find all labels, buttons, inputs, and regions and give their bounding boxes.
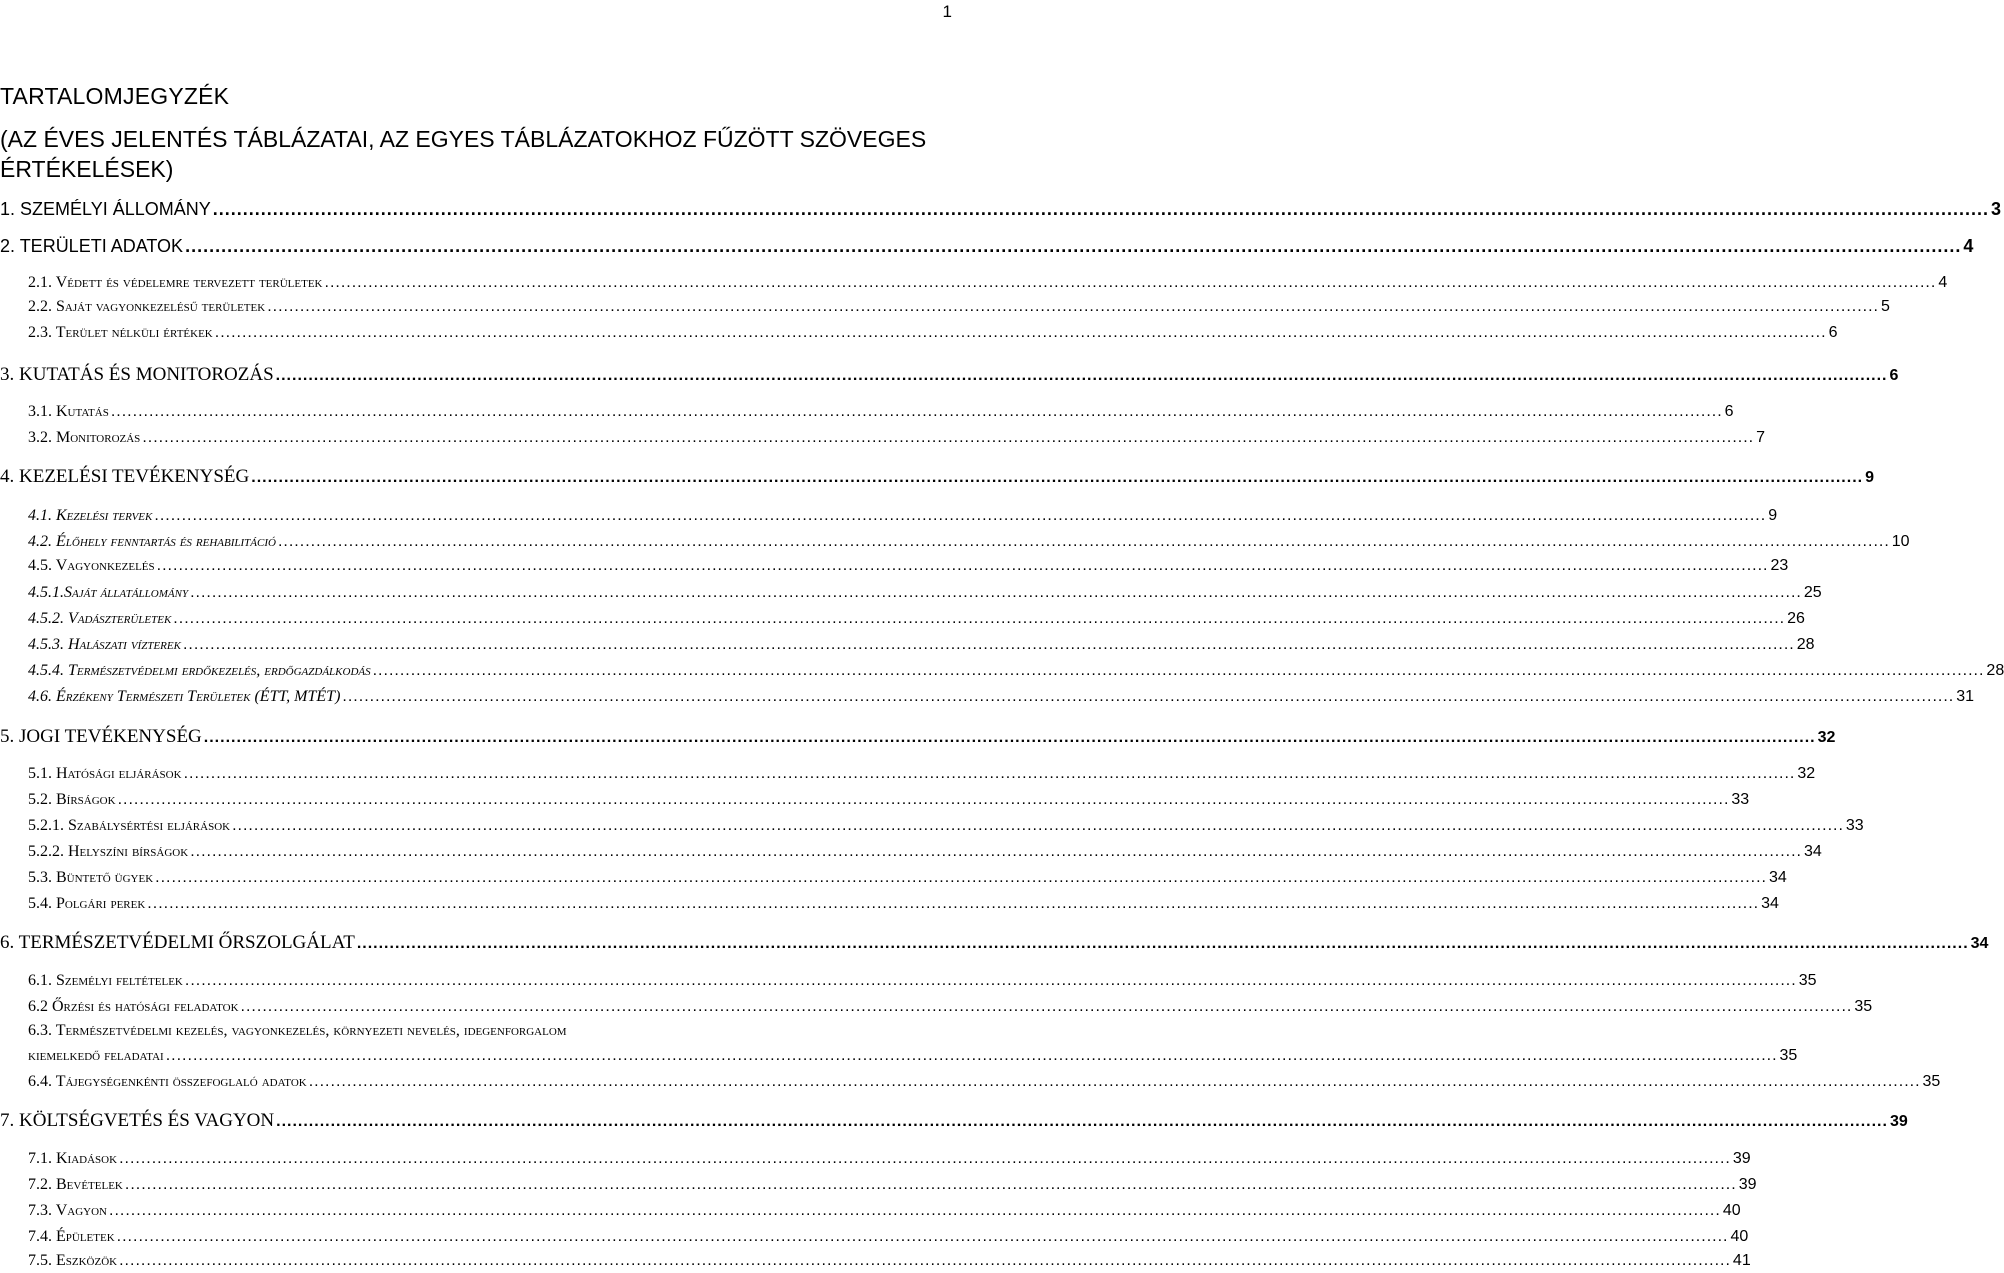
toc-entry-3-1[interactable]: [28, 403, 1734, 421]
toc-page: 35: [1854, 998, 1873, 1015]
toc-page: 34: [1761, 895, 1779, 912]
toc-entry-4-6[interactable]: [28, 688, 1975, 706]
toc-page: 9: [1768, 507, 1778, 524]
toc-label: 3. KUTATÁS ÉS MONITOROZÁS: [0, 364, 274, 385]
toc-label: 5.2.2. Helyszíni bírságok: [28, 843, 189, 860]
toc-page: 32: [1797, 765, 1816, 782]
toc-label: 7.3. Vagyon: [28, 1202, 107, 1219]
toc-entry-4-5-4[interactable]: [28, 662, 2004, 680]
toc-entry-6-2[interactable]: [28, 998, 1873, 1016]
toc-entry-4-5[interactable]: [28, 557, 1789, 575]
toc-label: 6. TERMÉSZETVÉDELMI ŐRSZOLGÁLAT: [0, 932, 355, 953]
toc-entry-4-5-1[interactable]: [28, 584, 1822, 602]
toc-page: 31: [1956, 688, 1975, 705]
toc-label: 2. TERÜLETI ADATOK: [0, 236, 184, 256]
toc-page: 26: [1787, 610, 1805, 627]
toc-entry-5-2[interactable]: [28, 791, 1750, 809]
page-title: TARTALOMJEGYZÉK: [0, 83, 230, 109]
toc-label: 7.1. Kiadások: [28, 1150, 118, 1167]
toc-label: 1. SZEMÉLYI ÁLLOMÁNY: [0, 199, 211, 219]
toc-entry-3[interactable]: [0, 364, 1899, 386]
toc-entry-5-3[interactable]: [28, 869, 1787, 887]
toc-entry-6-3-line1[interactable]: 6.3. Természetvédelmi kezelés, vagyonkezelés, környezeti nevelés, idegenforgalom: [28, 1022, 567, 1039]
toc-label: 2.1. Védett és védelemre tervezett területek: [28, 274, 323, 291]
toc-page: 33: [1731, 791, 1750, 808]
toc-page: 40: [1730, 1228, 1749, 1245]
toc-page: 3: [1991, 199, 2002, 219]
toc-label: 2.2. Saját vagyonkezelésű területek: [28, 298, 266, 315]
toc-entry-6-1[interactable]: [28, 972, 1817, 990]
toc-entry-2-3[interactable]: [28, 324, 1838, 342]
toc-label: 7.2. Bevételek: [28, 1176, 123, 1193]
toc-label: 6.4. Tájegységenkénti összefoglaló adatok: [28, 1073, 307, 1090]
toc-label: 5.1. Hatósági eljárások: [28, 765, 182, 782]
toc-label: 4.1. Kezelési tervek: [28, 507, 153, 524]
toc-label: kiemelkedő feladatai: [28, 1047, 164, 1064]
toc-page: 32: [1817, 729, 1836, 746]
toc-label: 5. JOGI TEVÉKENYSÉG: [0, 726, 202, 747]
toc-page: 35: [1779, 1047, 1798, 1064]
toc-page: 39: [1738, 1176, 1757, 1193]
toc-page: 9: [1865, 469, 1874, 486]
toc-page: 25: [1803, 584, 1822, 601]
toc-label: 7.4. Épületek: [28, 1228, 115, 1245]
toc-page: 6: [1724, 403, 1734, 420]
toc-entry-7-4[interactable]: [28, 1228, 1749, 1246]
toc-label: 4.5.3. Halászati vízterek: [28, 636, 181, 653]
toc-page: 35: [1798, 972, 1817, 989]
toc-page: 6: [1828, 324, 1838, 341]
toc-page: 41: [1732, 1252, 1751, 1269]
toc-label: 5.4. Polgári perek: [28, 895, 146, 912]
toc-page: 5: [1881, 298, 1890, 315]
toc-page: 35: [1922, 1073, 1941, 1090]
toc-page: 34: [1804, 843, 1822, 860]
toc-entry-1[interactable]: [0, 199, 2002, 220]
toc-page: 23: [1770, 557, 1789, 574]
toc-page: 6: [1889, 367, 1899, 384]
toc-entry-2-2[interactable]: [28, 298, 1890, 316]
toc-label: 6.1. Személyi feltételek: [28, 972, 183, 989]
toc-label: 4. KEZELÉSI TEVÉKENYSÉG: [0, 466, 250, 487]
toc-entry-4-5-2[interactable]: [28, 610, 1805, 628]
toc-label: 4.5.4. Természetvédelmi erdőkezelés, erdőgazdálkodás: [28, 662, 371, 679]
toc-entry-2-1[interactable]: [28, 274, 1948, 292]
toc-entry-7-2[interactable]: [28, 1176, 1757, 1194]
toc-label: 2.3. Terület nélküli értékek: [28, 324, 213, 341]
toc-page: 39: [1732, 1150, 1751, 1167]
toc-label: 4.5. Vagyonkezelés: [28, 557, 155, 574]
toc-entry-7-1[interactable]: [28, 1150, 1751, 1168]
page-subtitle: (AZ ÉVES JELENTÉS TÁBLÁZATAI, AZ EGYES TÁBLÁZATOKHOZ FŰZÖTT SZÖVEGES ÉRTÉKELÉSEK): [0, 126, 927, 182]
toc-label: 5.3. Büntető ügyek: [28, 869, 154, 886]
toc-entry-5[interactable]: [0, 726, 1836, 748]
toc-entry-3-2[interactable]: [28, 429, 1766, 447]
toc-entry-6-4[interactable]: [28, 1073, 1941, 1091]
toc-entry-4-2[interactable]: [28, 533, 1910, 551]
toc-entry-4-1[interactable]: [28, 507, 1778, 525]
toc-label: 4.5.2. Vadászterületek: [28, 610, 172, 627]
toc-label: 5.2.1. Szabálysértési eljárások: [28, 817, 231, 834]
toc-page: 10: [1891, 533, 1910, 550]
toc-entry-4[interactable]: [0, 466, 1874, 488]
toc-entry-7-3[interactable]: [28, 1202, 1741, 1220]
toc-page: 28: [1986, 662, 2004, 679]
toc-label: 5.2. Bírságok: [28, 791, 116, 808]
toc-page: 28: [1796, 636, 1815, 653]
toc-label: 4.6. Érzékeny Természeti Területek (ÉTT, MTÉT): [28, 688, 341, 705]
toc-entry-7[interactable]: [0, 1110, 1908, 1132]
toc-entry-6[interactable]: [0, 932, 1989, 954]
toc-label: 3.1. Kutatás: [28, 403, 109, 420]
toc-page: 34: [1768, 869, 1787, 886]
toc-label: 4.5.1.Saját állatállomány: [28, 584, 189, 601]
toc-page: 4: [1963, 236, 1974, 256]
toc-label: 7.5. Eszközök: [28, 1252, 118, 1269]
toc-entry-5-2-2[interactable]: [28, 843, 1822, 861]
page-number: 1: [942, 2, 952, 21]
toc-page: 39: [1889, 1113, 1908, 1130]
toc-page: 33: [1845, 817, 1864, 834]
toc-page: 7: [1756, 429, 1766, 446]
toc-page: 4: [1938, 274, 1948, 291]
toc-entry-7-5[interactable]: [28, 1252, 1751, 1270]
toc-label: 4.2. Élőhely fenntartás és rehabilitáció: [28, 533, 276, 550]
toc-entry-4-5-3[interactable]: [28, 636, 1815, 654]
toc-page: 34: [1970, 935, 1989, 952]
toc-label: 7. KÖLTSÉGVETÉS ÉS VAGYON: [0, 1110, 275, 1131]
toc-label: 6.2 Őrzési és hatósági feladatok: [28, 998, 239, 1015]
toc-label: 3.2. Monitorozás: [28, 429, 141, 446]
toc-entry-2[interactable]: [0, 236, 1974, 257]
toc-entry-5-2-1[interactable]: [28, 817, 1864, 835]
toc-entry-6-3[interactable]: [28, 1047, 1798, 1065]
toc-entry-5-4[interactable]: [28, 895, 1779, 913]
toc-page: 40: [1722, 1202, 1741, 1219]
toc-entry-5-1[interactable]: [28, 765, 1816, 783]
